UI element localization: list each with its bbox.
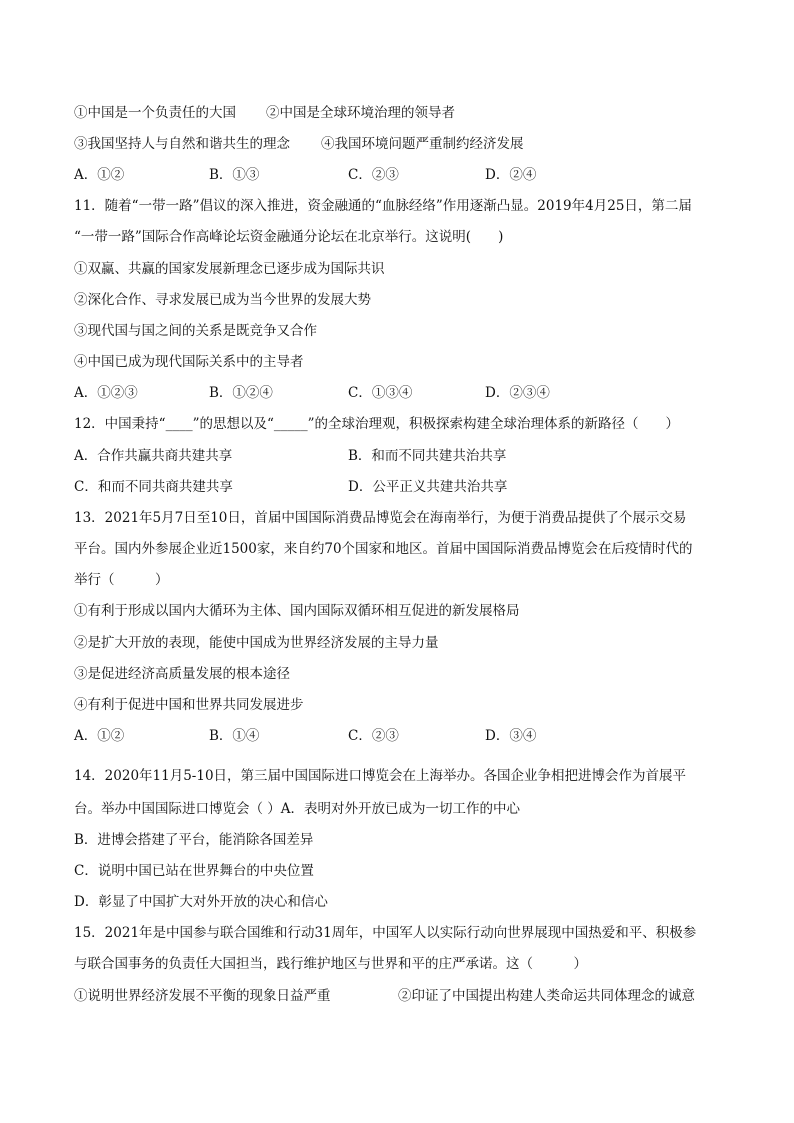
q13-statement-2: ②是扩大开放的表现，能使中国成为世界经济发展的主导力量	[74, 635, 439, 651]
q13-statement-3: ③是促进经济高质量发展的根本途径	[74, 666, 290, 682]
q13-option-d: D．③④	[485, 728, 537, 744]
q15-statement-2: ②印证了中国提出构建人类命运共同体理念的诚意	[398, 988, 695, 1004]
q13-option-a: A．①②	[74, 728, 125, 744]
q15-statement-1: ①说明世界经济发展不平衡的现象日益严重	[74, 988, 331, 1004]
q14-option-d: D．彰显了中国扩大对外开放的决心和信心	[74, 894, 328, 910]
q12-option-a: A．合作共赢共商共建共享	[74, 448, 233, 464]
q12-option-b: B．和而不同共建共治共享	[348, 448, 507, 464]
q14-option-c: C．说明中国已站在世界舞台的中央位置	[74, 863, 314, 879]
q15-stem-line-1: 15．2021年是中国参与联合国维和行动31周年，中国军人以实际行动向世界展现中国热爱和平、积极参	[74, 925, 697, 941]
q11-statement-2: ②深化合作、寻求发展已成为当今世界的发展大势	[74, 292, 371, 308]
q13-stem-line-1: 13．2021年5月7日至10日，首届中国国际消费品博览会在海南举行，为便于消费品提供了个展示交易	[74, 510, 687, 526]
q11-option-a: A．①②③	[74, 385, 138, 401]
q12-option-c: C．和而不同共商共建共享	[74, 479, 233, 495]
q10-option-d: D．②④	[485, 167, 537, 183]
q11-statement-1: ①双赢、共赢的国家发展新理念已逐步成为国际共识	[74, 261, 385, 277]
q14-stem-line-2: 台。举办中国国际进口博览会（ ）A．表明对外开放已成为一切工作的中心	[74, 801, 521, 817]
q12-option-d: D．公平正义共建共治共享	[348, 479, 508, 495]
q10-statement-3: ③我国坚持人与自然和谐共生的理念	[74, 136, 290, 152]
q13-stem-line-2: 平台。国内外参展企业近1500家，来自约70个国家和地区。首届中国国际消费品博览会在后疫情时代的	[74, 541, 693, 557]
q13-statement-1: ①有利于形成以国内大循环为主体、国内国际双循环相互促进的新发展格局	[74, 603, 520, 619]
q15-stem-line-2: 与联合国事务的负责任大国担当，践行维护地区与世界和平的庄严承诺。这（ ）	[74, 956, 587, 972]
q11-stem-line-2: “一带一路”国际合作高峰论坛资金融通分论坛在北京举行。这说明( )	[74, 229, 504, 245]
q12-stem: 12．中国秉持“____”的思想以及“_____”的全球治理观，积极探索构建全球治理体系的新路径（ ）	[74, 416, 680, 432]
q11-statement-4: ④中国已成为现代国际关系中的主导者	[74, 354, 304, 370]
q13-option-b: B．①④	[209, 728, 260, 744]
q10-option-a: A．①②	[74, 167, 125, 183]
q14-stem-line-1: 14．2020年11月5-10日，第三届中国国际进口博览会在上海举办。各国企业争相把进博会作为首展平	[74, 768, 687, 784]
q13-option-c: C．②③	[348, 728, 399, 744]
q11-option-d: D．②③④	[485, 385, 550, 401]
q11-option-b: B．①②④	[209, 385, 273, 401]
q10-statement-1: ①中国是一个负责任的大国	[74, 105, 236, 121]
q11-stem-line-1: 11．随着“一带一路”倡议的深入推进，资金融通的“血脉经络”作用逐渐凸显。2019年4月25日，第二届	[74, 198, 692, 214]
q14-option-b: B．进博会搭建了平台，能消除各国差异	[74, 832, 314, 848]
q11-statement-3: ③现代国与国之间的关系是既竞争又合作	[74, 323, 317, 339]
q13-statement-4: ④有利于促进中国和世界共同发展进步	[74, 697, 304, 713]
q13-stem-line-3: 举行（ ）	[74, 572, 169, 588]
q10-statement-2: ②中国是全球环境治理的领导者	[266, 105, 455, 121]
q10-statement-4: ④我国环境问题严重制约经济发展	[321, 136, 524, 152]
q10-option-c: C．②③	[348, 167, 399, 183]
q10-option-b: B．①③	[209, 167, 260, 183]
q11-option-c: C．①③④	[348, 385, 413, 401]
